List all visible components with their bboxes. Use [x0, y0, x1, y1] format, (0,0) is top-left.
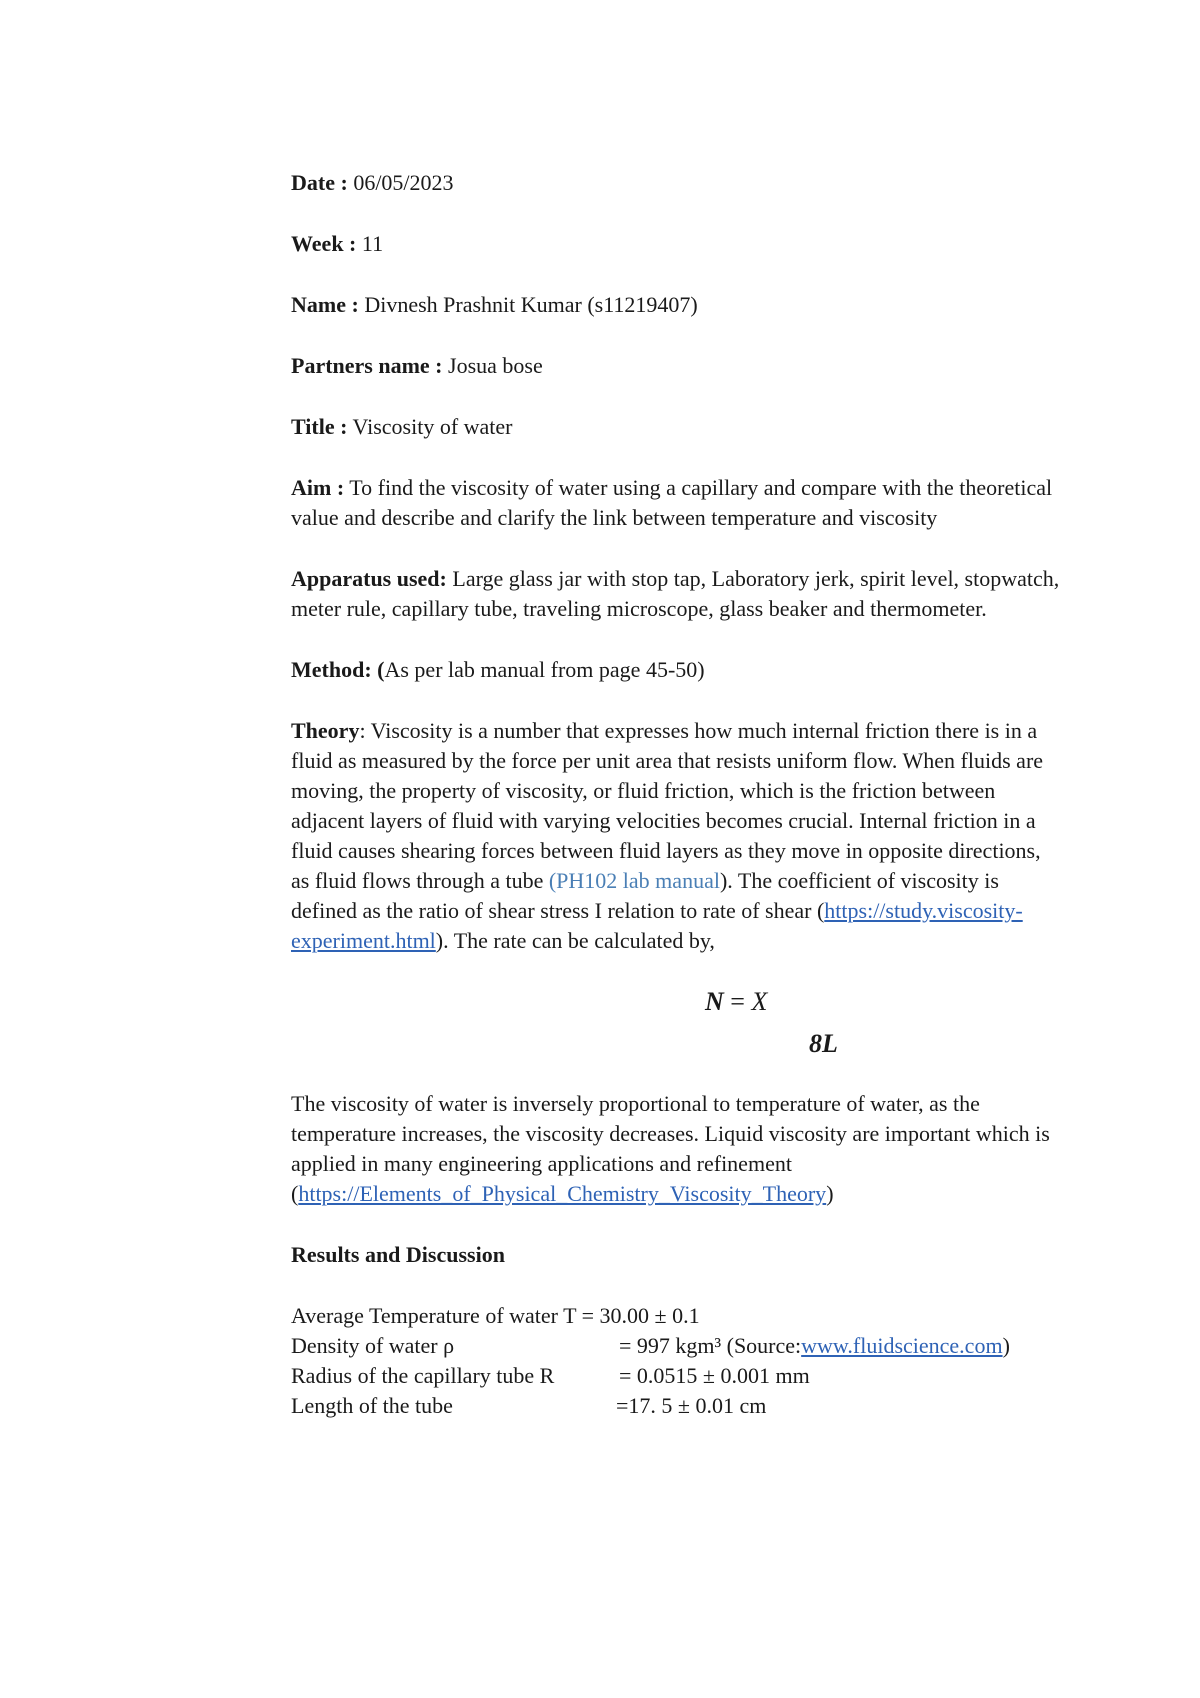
formula-lhs: N	[705, 987, 724, 1016]
theory-paragraph	[291, 716, 1061, 956]
apparatus-text: Large glass jar with stop tap, Laboratory jerk, spirit level, stopwatch, meter rule, capillary tube, traveling microscope, glass beaker and thermometer.	[291, 566, 1060, 621]
density-value: = 997 kgm³ (Source:	[619, 1333, 802, 1358]
partners-label: Partners name :	[291, 353, 443, 378]
lab-report-body	[291, 168, 1061, 1421]
week-value: 11	[361, 231, 384, 256]
result-row-radius	[291, 1361, 1061, 1391]
method-label: Method: (	[291, 657, 385, 682]
week-line	[291, 229, 1061, 259]
results-heading: Results and Discussion	[291, 1242, 505, 1267]
aim-paragraph	[291, 473, 1061, 533]
result-name: Density of water ρ	[291, 1333, 455, 1358]
aim-text: To find the viscosity of water using a capillary and compare with the theoretical value and describe and clarify the link between temperature and viscosity	[291, 475, 1053, 530]
week-label: Week :	[291, 231, 357, 256]
fluidscience-link[interactable]: www.fluidscience.com	[801, 1333, 1003, 1358]
date-label: Date :	[291, 170, 348, 195]
method-text: As per lab manual from page 45-50)	[384, 657, 705, 682]
method-paragraph	[291, 655, 1061, 685]
title-value: Viscosity of water	[352, 414, 513, 439]
result-value	[619, 1331, 1010, 1361]
title-label: Title :	[291, 414, 348, 439]
date-value: 06/05/2023	[353, 170, 454, 195]
temperature-relation-paragraph	[291, 1089, 1061, 1209]
theory-text: : Viscosity is a number that expresses how much internal friction there is in a fluid as measured by the force per unit area that resists uniform flow. When fluids are moving, the property of viscosity, or fluid friction, which is the friction between adjacent layers of fluid with varying velocities becomes crucial. Internal friction in a fluid causes shearing forces between fluid layers as they move in opposite directions, as fluid flows through a tube	[291, 718, 1044, 893]
density-tail: )	[1002, 1333, 1010, 1358]
formula-equals: =	[723, 987, 752, 1016]
viscosity-formula	[291, 985, 1061, 1077]
name-value: Divnesh Prashnit Kumar (s11219407)	[364, 292, 698, 317]
aim-label: Aim :	[291, 475, 345, 500]
relation-text: The viscosity of water is inversely proportional to temperature of water, as the temperature increases, the viscosity decreases. Liquid viscosity are important which is applied in many engineering applications and refinement (	[291, 1091, 1050, 1206]
apparatus-paragraph	[291, 564, 1061, 624]
formula-rhs: X	[751, 987, 768, 1016]
result-name: Length of the tube	[291, 1393, 453, 1418]
viscosity-experiment-link[interactable]: https://study.viscosity-experiment.html	[291, 898, 1023, 953]
theory-text-2: ). The coefficient of viscosity is defined as the ratio of shear stress I relation to rate of shear (	[291, 868, 999, 923]
apparatus-label: Apparatus used:	[291, 566, 447, 591]
theory-text-3: ). The rate can be calculated by,	[435, 928, 715, 953]
physical-chemistry-link[interactable]: https://Elements_of_Physical_Chemistry_Viscosity_Theory	[298, 1181, 827, 1206]
partners-line	[291, 351, 1061, 381]
result-row-temperature	[291, 1301, 1061, 1331]
theory-label: Theory	[291, 718, 360, 743]
name-line	[291, 290, 1061, 320]
result-value: =17. 5 ± 0.01 cm	[616, 1393, 767, 1418]
result-row-density	[291, 1331, 1061, 1361]
lab-manual-reference: (PH102 lab manual	[548, 868, 720, 893]
result-value: = 0.0515 ± 0.001 mm	[619, 1363, 810, 1388]
result-row-length	[291, 1391, 1061, 1421]
result-name: Radius of the capillary tube R	[291, 1363, 555, 1388]
partners-value: Josua bose	[448, 353, 543, 378]
formula-numerator	[705, 987, 767, 1017]
result-name: Average Temperature of water T = 30.00 ± 0.1	[291, 1303, 700, 1328]
results-list	[291, 1301, 1061, 1421]
formula-denominator: 8L	[809, 1029, 838, 1058]
date-line	[291, 168, 1061, 198]
relation-text-2: )	[826, 1181, 834, 1206]
name-label: Name :	[291, 292, 359, 317]
title-line	[291, 412, 1061, 442]
